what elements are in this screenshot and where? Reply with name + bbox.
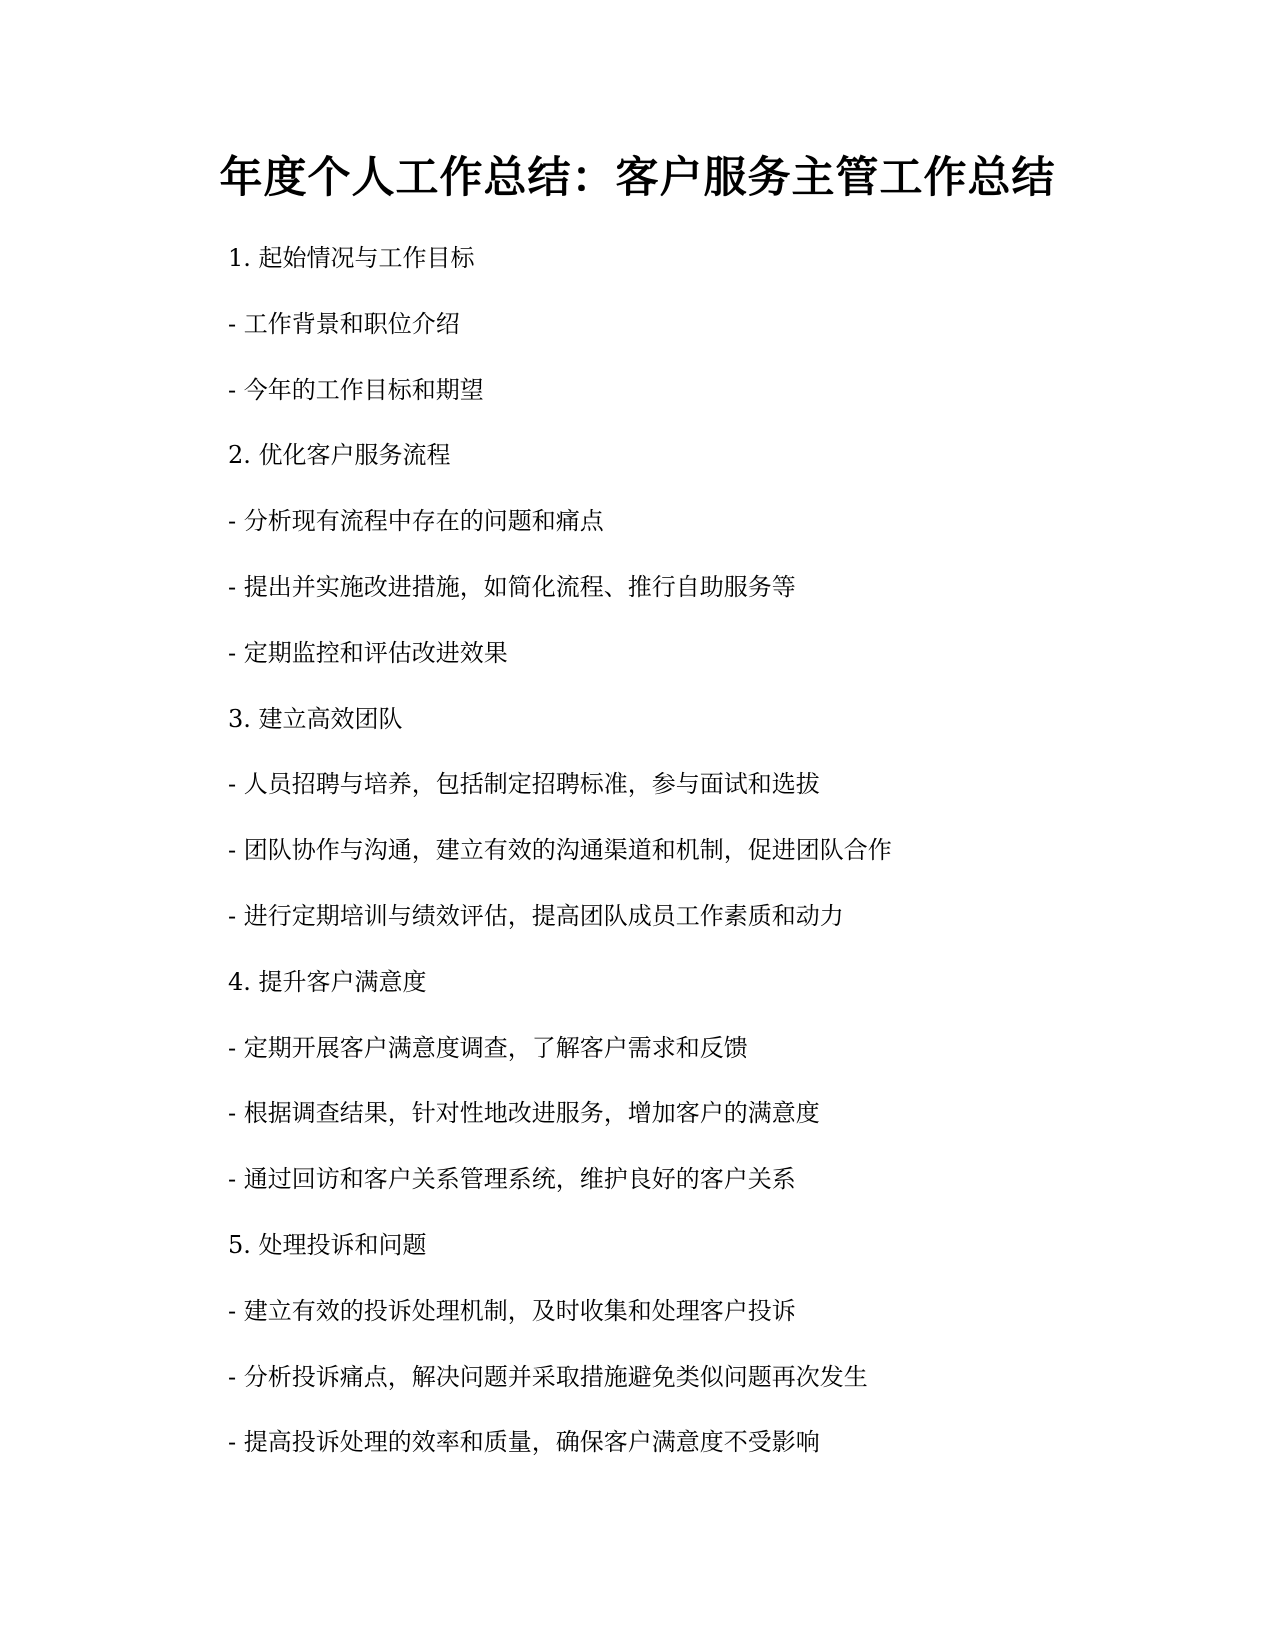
section-heading-1: 1. 起始情况与工作目标 xyxy=(228,244,475,272)
list-item: - 分析现有流程中存在的问题和痛点 xyxy=(228,507,604,536)
list-item: - 团队协作与沟通，建立有效的沟通渠道和机制，促进团队合作 xyxy=(228,836,892,865)
list-item: - 今年的工作目标和期望 xyxy=(228,375,484,404)
list-item: - 进行定期培训与绩效评估，提高团队成员工作素质和动力 xyxy=(228,901,844,930)
outline-list xyxy=(228,242,1168,1492)
list-item: - 建立有效的投诉处理机制，及时收集和处理客户投诉 xyxy=(228,1296,796,1325)
list-item: - 通过回访和客户关系管理系统，维护良好的客户关系 xyxy=(228,1165,796,1194)
section-heading-3: 3. 建立高效团队 xyxy=(228,704,403,733)
section-heading-4: 4. 提升客户满意度 xyxy=(228,967,427,996)
list-item: - 根据调查结果，针对性地改进服务，增加客户的满意度 xyxy=(228,1099,820,1128)
list-item: - 定期开展客户满意度调查，了解客户需求和反馈 xyxy=(228,1033,748,1062)
section-heading-2: 2. 优化客户服务流程 xyxy=(228,441,451,470)
list-item: - 分析投诉痛点，解决问题并采取措施避免类似问题再次发生 xyxy=(228,1362,868,1391)
section-heading-5: 5. 处理投诉和问题 xyxy=(228,1230,427,1259)
list-item: - 人员招聘与培养，包括制定招聘标准，参与面试和选拔 xyxy=(228,770,820,799)
list-item: - 提出并实施改进措施，如简化流程、推行自助服务等 xyxy=(228,572,796,601)
list-item: - 定期监控和评估改进效果 xyxy=(228,638,508,667)
list-item: - 提高投诉处理的效率和质量，确保客户满意度不受影响 xyxy=(228,1428,820,1457)
list-item: - 工作背景和职位介绍 xyxy=(228,309,460,338)
page-title: 年度个人工作总结：客户服务主管工作总结 xyxy=(219,153,1056,203)
